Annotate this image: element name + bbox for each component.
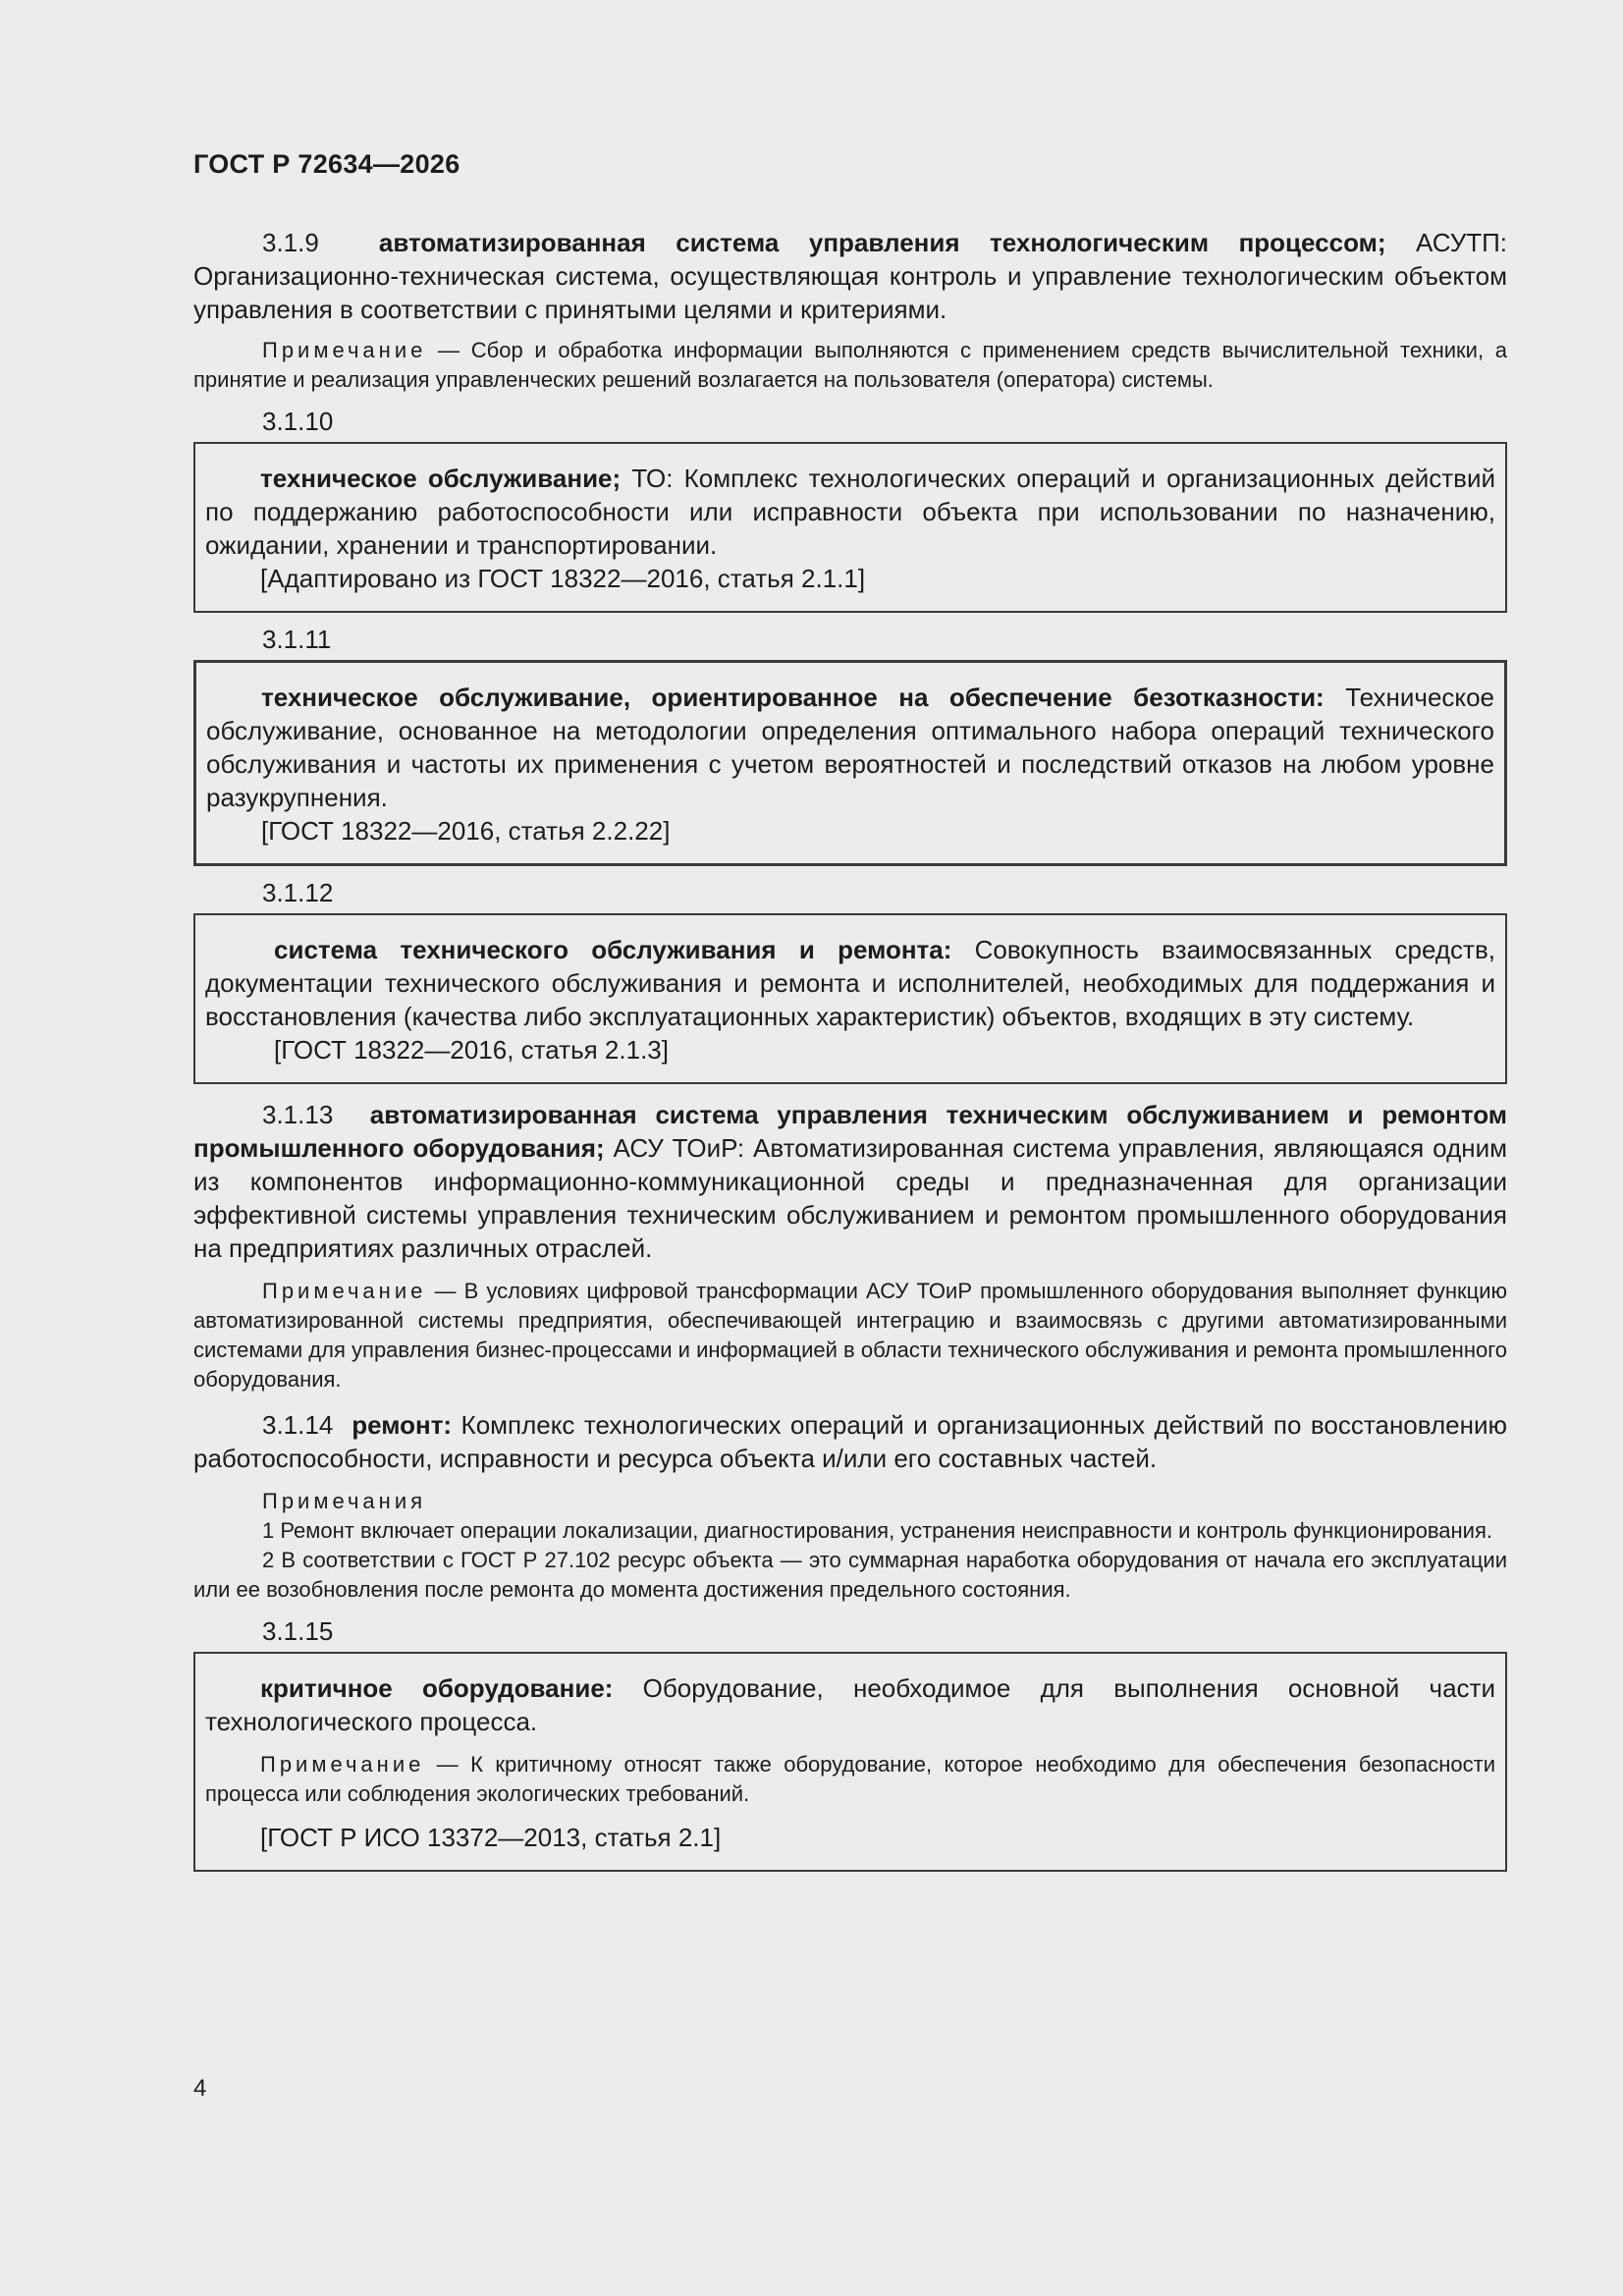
note-3-1-13 [193,1277,1507,1394]
term-number-3-1-10: 3.1.10 [262,407,334,436]
note-label: Примечание [262,338,427,362]
note-2: 2 В соответствии с ГОСТ Р 27.102 ресурс объекта — это суммарная наработка оборудования от начала его эксплуатации или ее возобновления после ремонта до момента достижения предельного состояния. [193,1548,1507,1602]
term-number-3-1-12: 3.1.12 [262,878,334,907]
term-box-3-1-10 [193,442,1507,613]
term-3-1-13 [193,1098,1507,1265]
term-source: [ГОСТ Р ИСО 13372—2013, статья 2.1] [260,1823,722,1852]
document-header: ГОСТ Р 72634—2026 [193,149,460,179]
term-number-3-1-11: 3.1.11 [262,625,332,654]
page-number: 4 [193,2075,207,2102]
term-name: система технического обслуживания и ремонта: [274,935,952,964]
note-3-1-9 [193,336,1507,395]
notes-label-text: Примечания [262,1489,427,1513]
page-body [193,226,1507,1872]
term-definition: Оборудование, необходимое для выполнения основной части технологического процесса. [205,1673,1495,1736]
term-3-1-9 [193,226,1507,326]
term-3-1-12 [205,933,1495,1033]
note-3-1-15 [205,1750,1495,1809]
note-text: — Сбор и обработка информации выполняются с применением средств вычислительной техники, а принятие и реализация управленческих решений возлагается на пользователя (оператора) системы. [193,338,1507,392]
term-box-3-1-11 [193,660,1507,866]
term-name: автоматизированная система управления технологическим процессом; [378,228,1386,257]
term-box-3-1-15 [193,1652,1507,1872]
note-text: — В условиях цифровой трансформации АСУ ТОиР промышленного оборудования выполняет функцию автоматизированной системы предприятия, обеспечивающей интеграцию и взаимосвязь с другими автоматизированными системами для управления бизнес-процессами и информацией в области технического обслуживания и ремонта промышленного оборудования. [193,1279,1507,1392]
note-label: Примечание [260,1752,425,1777]
notes-label [193,1487,1507,1516]
term-name: ремонт: [352,1410,453,1440]
term-definition: Комплекс технологических операций и организационных действий по восстановлению работоспособности, исправности и ресурса объекта и/или его составных частей. [193,1410,1507,1473]
term-name: техническое обслуживание; [260,464,622,493]
term-source: [ГОСТ 18322—2016, статья 2.2.22] [261,816,671,846]
term-number: 3.1.13 [262,1100,334,1129]
term-name: автоматизированная система управления техническим обслуживанием и ремонтом промышленного оборудования; [193,1100,1507,1163]
term-3-1-11 [206,681,1494,814]
term-name: техническое обслуживание, ориентированное на обеспечение безотказности: [261,683,1325,712]
term-box-3-1-12 [193,913,1507,1084]
term-3-1-10 [205,462,1495,562]
term-definition: Техническое обслуживание, основанное на методологии определения оптимального набора операций технического обслуживания и частоты их применения с учетом вероятностей и последствий отказов на любом уровне разукрупнения. [206,683,1494,812]
term-definition: Совокупность взаимосвязанных средств, документации технического обслуживания и ремонта и исполнителей, необходимых для поддержания и восстановления (качества либо эксплуатационных характеристик) объектов, входящих в эту систему. [205,935,1496,1031]
term-source: [Адаптировано из ГОСТ 18322—2016, статья 2.1.1] [260,564,866,593]
term-definition: ТО: Комплекс технологических операций и организационных действий по поддержанию работоспособности или исправности объекта при использовании по назначению, ожидании, хранении и транспортировании. [205,464,1495,560]
term-3-1-15 [205,1671,1495,1738]
note-1: 1 Ремонт включает операции локализации, диагностирования, устранения неисправности и контроль функционирования. [262,1518,1493,1543]
term-number-3-1-15: 3.1.15 [262,1616,334,1646]
term-number: 3.1.9 [262,228,319,257]
term-definition: АСУТП: Организационно-техническая система, осуществляющая контроль и управление технологическим объектом управления в соответствии с принятыми целями и критериями. [193,228,1508,324]
term-number: 3.1.14 [262,1410,334,1440]
term-3-1-14 [193,1408,1507,1475]
term-name: критичное оборудование: [260,1673,614,1703]
term-definition: АСУ ТОиР: Автоматизированная система управления, являющаяся одним из компонентов информационно-коммуникационной среды и предназначенная для организации эффективной системы управления техническим обслуживанием и ремонтом промышленного оборудования на предприятиях различных отраслей. [193,1133,1507,1263]
note-text: — К критичному относят также оборудование, которое необходимо для обеспечения безопасности процесса или соблюдения экологических требований. [205,1752,1495,1806]
term-source: [ГОСТ 18322—2016, статья 2.1.3] [274,1035,669,1065]
note-label: Примечание [262,1279,427,1303]
